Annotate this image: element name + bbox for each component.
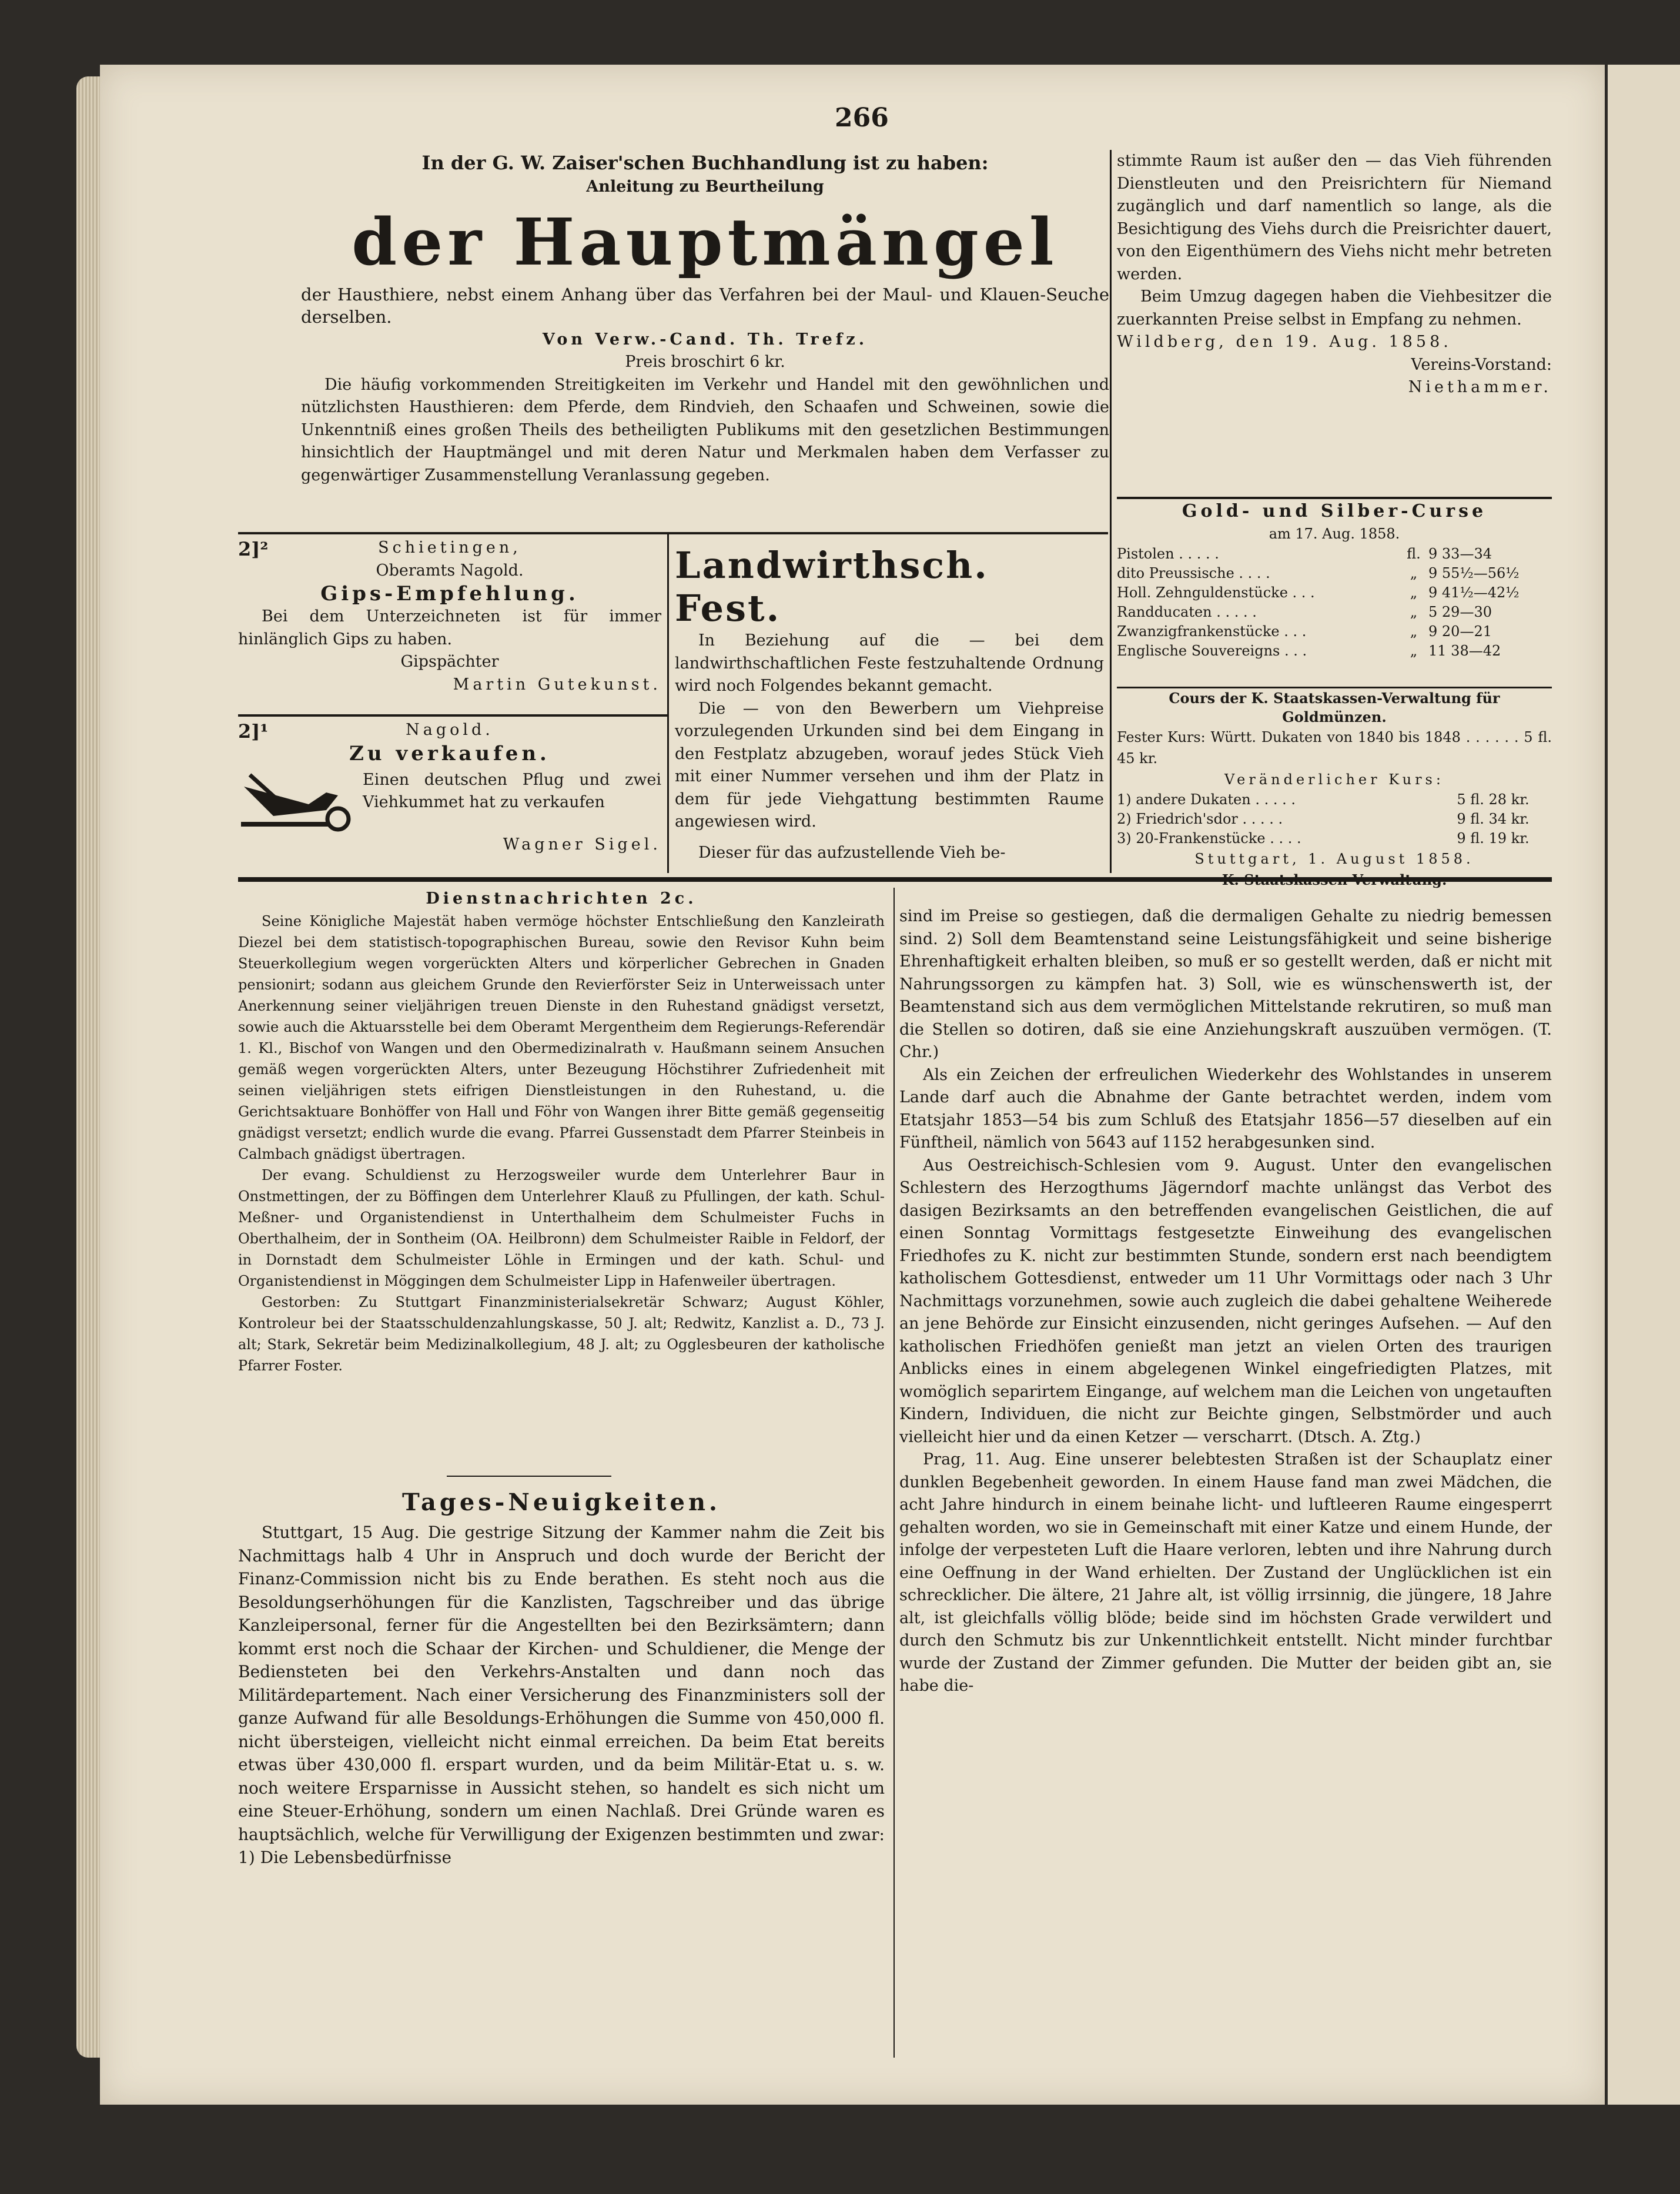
tages-p1: Stuttgart, 15 Aug. Die gestrige Sitzung der Kammer nahm die Zeit bis Nachmittags halb 4 Uhr in Anspruch und doch wurde der Bericht der Finanz-Commission nicht bis zu Ende berathen. Es steht noch aus die Besoldungserhöhungen für die Kanzlisten, Tagschreiber und das übrige Kanzleipersonal, ferner für die Angestellten bei den Bezirksämtern; dann kommt erst noch die Schaar der Kirchen- und Schuldiener, die Menge der Bediensteten bei den Verkehrs-Anstalten und dann noch das Militärdepartement. Nach einer Versicherung des Finanzministers soll der ganze Aufwand für alle Besoldungs-Erhöhungen die Summe von 450,000 fl. nicht übersteigen, vielleicht nicht einmal erreichen. Da beim Etat bereits etwas über 430,000 fl. erspart wurden, und da beim Militär-Etat u. s. w. noch weitere Ersparnisse in Aussicht stehen, so handelt es sich nicht um eine Steuer-Erhöhung, sondern um einen Nachlaß. Drei Gründe waren es hauptsächlich, welche für Verwilligung der Exigenzen bestimmten und zwar: 1) Die Lebensbedürfnisse bbox=[238, 1523, 885, 1867]
ad-body: Die häufig vorkommenden Streitigkeiten im Verkehr und Handel mit den gewöhnlichen und nützlichsten Hausthieren: dem Pferde, dem Rindvieh, den Schaafen und Schweinen, sowie die Unkenntniß eines großen Theils des betheiligten Publikums mit den gesetzlichen Bestimmungen hinsichtlich der Hauptmängel und mit deren Natur und Merkmalen haben dem Verfasser zu gegenwärtiger Zusammenstellung Veranlassung gegeben. bbox=[301, 375, 1109, 484]
curse-unit: „ bbox=[1410, 643, 1418, 659]
ad-gips-place2: Oberamts Nagold. bbox=[376, 561, 524, 580]
curse-unit: „ bbox=[1410, 623, 1418, 640]
ad-title: der Hauptmängel bbox=[352, 203, 1059, 280]
ad-gips bbox=[238, 538, 661, 696]
ad-hauptmaengel bbox=[301, 150, 1109, 487]
dienst-p2: Der evang. Schuldienst zu Herzogsweiler wurde dem Unterlehrer Baur in Onstmettingen, der zu Böffingen dem Unterlehrer Klauß zu Pfullingen, der kath. Schul- Meßner- und Organistendienst in Unterthalheim dem Schulmeister Fuchs in Oberthalheim, der in Sontheim (OA. Heilbronn) dem Schulmeister Raible in Feldorf, der in Dornstadt dem Schulmeister Löhle in Ermingen und der kath. Schul- und Organistendienst in Möggingen dem Schulmeister Lipp in Hafenweiler übertragen. bbox=[238, 1166, 885, 1289]
right-bottom-p1: sind im Preise so gestiegen, daß die dermaligen Gehalte zu niedrig bemessen sind. 2) Soll dem Beamtenstand seine Leistungsfähigkeit und seine bisherige Ehrenhaftigkeit erhalten bleiben, so muß er so gestellt werden, daß er nicht mit Nahrungssorgen zu kämpfen hat. 3) Soll, wie es wünschenswerth ist, der Beamtenstand sich aus dem vermöglichen Mittelstande rekrutiren, so muß man die Stellen so dotiren, daß sie eine Anziehungskraft auszuüben vermögen. (T. Chr.) bbox=[899, 907, 1552, 1061]
ad-verkaufen-place: Nagold. bbox=[406, 721, 494, 739]
staatskasse-row bbox=[1117, 790, 1552, 810]
dienst-section bbox=[238, 888, 885, 1376]
curse-row bbox=[1117, 564, 1552, 583]
facing-page-edge bbox=[1608, 65, 1680, 2105]
right-top-section bbox=[1117, 150, 1552, 399]
ad-gips-title: Gips-Empfehlung. bbox=[320, 582, 579, 606]
curse-unit: „ bbox=[1410, 565, 1418, 581]
ad-verkaufen-num: 2]¹ bbox=[238, 720, 269, 743]
fest-p2: Die — von den Bewerbern um Viehpreise vorzulegenden Urkunden sind bei dem Eingang in den Festplatz abzugeben, worauf jedes Stück Vieh mit einer Nummer versehen und ihm der Platz in dem für jede Viehgattung bestimmten Raume angewiesen wird. bbox=[675, 699, 1104, 831]
staatskasse-name: 3) 20-Frankenstücke . . . . bbox=[1117, 830, 1301, 847]
plough-icon bbox=[238, 769, 356, 834]
ad-gips-num: 2]² bbox=[238, 538, 269, 560]
staatskasse-fest: Fester Kurs: Württ. Dukaten von 1840 bis 1848 . . . . . . 5 fl. 45 kr. bbox=[1117, 729, 1552, 767]
ad-verkaufen-sig: Wagner Sigel. bbox=[503, 835, 661, 854]
curse-name: Holl. Zehnguldenstücke . . . bbox=[1117, 584, 1315, 601]
staatskasse-val: 9 fl. 34 kr. bbox=[1457, 811, 1530, 827]
rule-tages-top bbox=[447, 1476, 611, 1477]
curse-unit: „ bbox=[1410, 604, 1418, 620]
fest-title: Landwirthsch. Fest. bbox=[675, 544, 989, 630]
dienst-title: Dienstnachrichten 2c. bbox=[426, 889, 697, 908]
ad-author: Von Verw.-Cand. Th. Trefz. bbox=[542, 330, 868, 349]
curse-row bbox=[1117, 603, 1552, 622]
ad-subtitle: Anleitung zu Beurtheilung bbox=[586, 178, 824, 196]
curse-val: 9 41½—42½ bbox=[1428, 584, 1520, 601]
fest-p3: Dieser für das aufzustellende Vieh be- bbox=[698, 843, 1006, 862]
curse-val: 9 55½—56½ bbox=[1428, 565, 1520, 581]
staatskasse-section bbox=[1117, 689, 1552, 891]
staatskasse-row bbox=[1117, 810, 1552, 829]
curse-name: Zwanzigfrankenstücke . . . bbox=[1117, 623, 1307, 640]
staatskasse-title: Cours der K. Staatskassen-Verwaltung für Goldmünzen. bbox=[1169, 690, 1500, 725]
tages-title: Tages-Neuigkeiten. bbox=[402, 1489, 721, 1516]
rule-staatskasse-top bbox=[1117, 687, 1552, 688]
ad-gips-place: Schietingen, bbox=[378, 539, 521, 557]
rule-top-left bbox=[238, 532, 1108, 534]
rule-main-divider bbox=[238, 877, 1552, 882]
staatskasse-name: 2) Friedrich'sdor . . . . . bbox=[1117, 811, 1283, 827]
dienst-p3: Gestorben: Zu Stuttgart Finanzministerialsekretär Schwarz; August Köhler, Kontroleur bei der Staatsschuldenzahlungskasse, 50 J. alt; Redwitz, Kanzlist a. D., 73 J. alt; Stark, Sekretär beim Medizinalkollegium, 48 J. alt; zu Ogglesbeuren der katholische Pfarrer Foster. bbox=[238, 1293, 885, 1374]
rule-col-divider-2 bbox=[1110, 150, 1112, 873]
fest-section bbox=[675, 544, 1104, 864]
curse-val: 9 20—21 bbox=[1428, 623, 1492, 640]
ad-intro: In der G. W. Zaiser'schen Buchhandlung ist zu haben: bbox=[421, 152, 989, 174]
curse-row bbox=[1117, 583, 1552, 603]
curse-title: Gold- und Silber-Curse bbox=[1182, 501, 1487, 521]
curse-row bbox=[1117, 544, 1552, 564]
rule-mid-left bbox=[238, 714, 667, 717]
staatskasse-var: Veränderlicher Kurs: bbox=[1224, 771, 1444, 788]
curse-name: Randducaten . . . . . bbox=[1117, 604, 1257, 620]
rule-col-divider-1 bbox=[667, 532, 669, 873]
ad-gips-sig1: Gipspächter bbox=[400, 653, 499, 671]
curse-unit: fl. bbox=[1407, 546, 1421, 562]
curse-row bbox=[1117, 622, 1552, 641]
fest-p1: In Beziehung auf die — bei dem landwirthschaftlichen Feste festzuhaltende Ordnung wird noch Folgendes bekannt gemacht. bbox=[675, 631, 1104, 695]
staatskasse-name: 1) andere Dukaten . . . . . bbox=[1117, 791, 1296, 808]
rule-col-divider-3 bbox=[893, 888, 895, 2058]
curse-date: am 17. Aug. 1858. bbox=[1269, 526, 1400, 542]
right-top-sig2: Niethammer. bbox=[1408, 378, 1552, 396]
ad-gips-sig2: Martin Gutekunst. bbox=[453, 675, 661, 694]
staatskasse-date: Stuttgart, 1. August 1858. bbox=[1194, 851, 1474, 867]
curse-name: dito Preussische . . . . bbox=[1117, 565, 1270, 581]
curse-table bbox=[1117, 544, 1552, 661]
right-bottom-p3: Aus Oestreichisch-Schlesien vom 9. August. Unter den evangelischen Schlestern des Herzogthums Jägerndorf machte unlängst das Verbot des dasigen Bezirksamts an den betreffenden evangelischen Geistlichen, die auf einen Sonntag Vormittags festgesetzte Einweihung des evangelischen Friedhofes zu K. nicht zur bestimmten Stunde, sondern erst nach beendigtem katholischem Gottesdienst, entweder um 11 Uhr Vormittags oder nach 3 Uhr Nachmittags vorzunehmen, sowie auch zugleich die dabei gehaltene Weiherede an jene Behörde zur Einsicht einzusenden, nicht geringes Aufsehen. — Auf den katholischen Friedhöfen genießt man jetzt an vielen Orten des traurigen Anblicks eines in einem abgelegenen Winkel eingefriedigten Platzes, mit womöglich separirtem Eingange, auf welchem man die Leichen von ungetauften Kindern, Individuen, die nicht zur Beichte gingen, Selbstmörder und auch vielleicht hier und da einen Ketzer — verscharrt. (Dtsch. A. Ztg.) bbox=[899, 1156, 1552, 1446]
right-top-sig1: Vereins-Vorstand: bbox=[1411, 355, 1552, 374]
ad-price: Preis broschirt 6 kr. bbox=[625, 353, 785, 371]
staatskasse-val: 9 fl. 19 kr. bbox=[1457, 830, 1530, 847]
curse-section bbox=[1117, 500, 1552, 661]
right-top-p2: Beim Umzug dagegen haben die Viehbesitzer die zuerkannten Preise selbst in Empfang zu nehmen. bbox=[1117, 287, 1552, 329]
tages-section bbox=[238, 1484, 885, 1869]
staatskasse-table bbox=[1117, 790, 1552, 848]
ad-gips-body: Bei dem Unterzeichneten ist für immer hinlänglich Gips zu haben. bbox=[238, 607, 661, 648]
ad-verkaufen-body: Einen deutschen Pflug und zwei Viehkummet hat zu verkaufen bbox=[363, 770, 661, 811]
right-bottom-p2: Als ein Zeichen der erfreulichen Wiederkehr des Wohlstandes in unserem Lande darf auch die Abnahme der Gante betrachtet werden, indem vom Etatsjahr 1853—54 bis zum Schluß des Etatsjahr 1856—57 dieselben auf ein Fünftheil, nämlich von 5643 auf 1152 herabgesunken sind. bbox=[899, 1065, 1552, 1152]
dienst-p1: Seine Königliche Majestät haben vermöge höchster Entschließung den Kanzleirath Diezel bei dem statistisch-topographischen Bureau, sowie den Revisor Kuhn beim Steuerkollegium wegen vorgerückten Alters und körperlicher Gebrechen in Gnaden pensionirt; sodann aus gleichem Grunde den Revierförster Seiz in Unterweissach unter Anerkennung seiner vieljährigen treuen Dienste in den Ruhestand gnädigst versetzt, sowie auch die Aktuarsstelle bei dem Oberamt Mergentheim dem Regierungs-Referendär 1. Kl., Bischof von Wangen und den Obermedizinalrath v. Haußmann seinem Ansuchen gemäß wegen vorgerückten Alters, unter Bezeugung Höchstihrer Zufriedenheit mit seinen vieljährigen stets eifrigen Dienstleistungen in den Ruhestand, u. die Gerichtsaktuare Bonhöffer von Hall und Föhr von Wangen ihrer Bitte gemäß gegenseitig gnädigst versetzt; endlich wurde die evang. Pfarrei Gussenstadt dem Pfarrer Steinbeis in Calmbach gnädigst übertragen. bbox=[238, 912, 885, 1162]
curse-val: 9 33—34 bbox=[1428, 546, 1492, 562]
curse-row bbox=[1117, 641, 1552, 661]
rule-curse-top bbox=[1117, 497, 1552, 499]
ad-verkaufen-title: Zu verkaufen. bbox=[349, 741, 550, 765]
ad-line3: der Hausthiere, nebst einem Anhang über das Verfahren bei der Maul- und Klauen-Seuche derselben. bbox=[301, 284, 1109, 327]
curse-name: Pistolen . . . . . bbox=[1117, 546, 1219, 562]
right-bottom-section bbox=[899, 905, 1552, 1698]
ad-verkaufen bbox=[238, 720, 661, 856]
curse-val: 11 38—42 bbox=[1428, 643, 1501, 659]
right-bottom-p4: Prag, 11. Aug. Eine unserer belebtesten Straßen ist der Schauplatz einer dunklen Begebenheit geworden. In einem Hause fand man zwei Mädchen, die acht Jahre hindurch in einem beinahe licht- und luftleeren Raume eingesperrt gehalten worden, wo sie in Gemeinschaft mit einer Katze und einem Hunde, der infolge der verpesteten Luft die Haare verloren, lebten und ihre Nahrung durch eine Oeffnung in der Wand erhielten. Der Zustand der Unglücklichen ist ein schrecklicher. Die ältere, 21 Jahre alt, ist völlig irrsinnig, die jüngere, 18 Jahre alt, ist gleichfalls völlig blöde; beide sind im höchsten Grade verwildert und durch den Schmutz bis zur Unkenntlichkeit entstellt. Nicht minder furchtbar wurde der Zustand der Zimmer gefunden. Die Mutter der beiden gibt an, sie habe die- bbox=[899, 1450, 1552, 1695]
right-top-date: Wildberg, den 19. Aug. 1858. bbox=[1117, 333, 1452, 351]
staatskasse-row bbox=[1117, 829, 1552, 848]
staatskasse-val: 5 fl. 28 kr. bbox=[1457, 791, 1530, 808]
curse-name: Englische Souvereigns . . . bbox=[1117, 643, 1307, 659]
page-number: 266 bbox=[835, 103, 889, 133]
curse-unit: „ bbox=[1410, 584, 1418, 601]
right-top-p1: stimmte Raum ist außer den — das Vieh führenden Dienstleuten und den Preisrichtern für Niemand zugänglich und darf namentlich so lange, als die Besichtigung des Viehs durch die Preisrichter dauert, von den Eigenthümern des Viehs nicht mehr betreten werden. bbox=[1117, 152, 1552, 283]
curse-val: 5 29—30 bbox=[1428, 604, 1492, 620]
